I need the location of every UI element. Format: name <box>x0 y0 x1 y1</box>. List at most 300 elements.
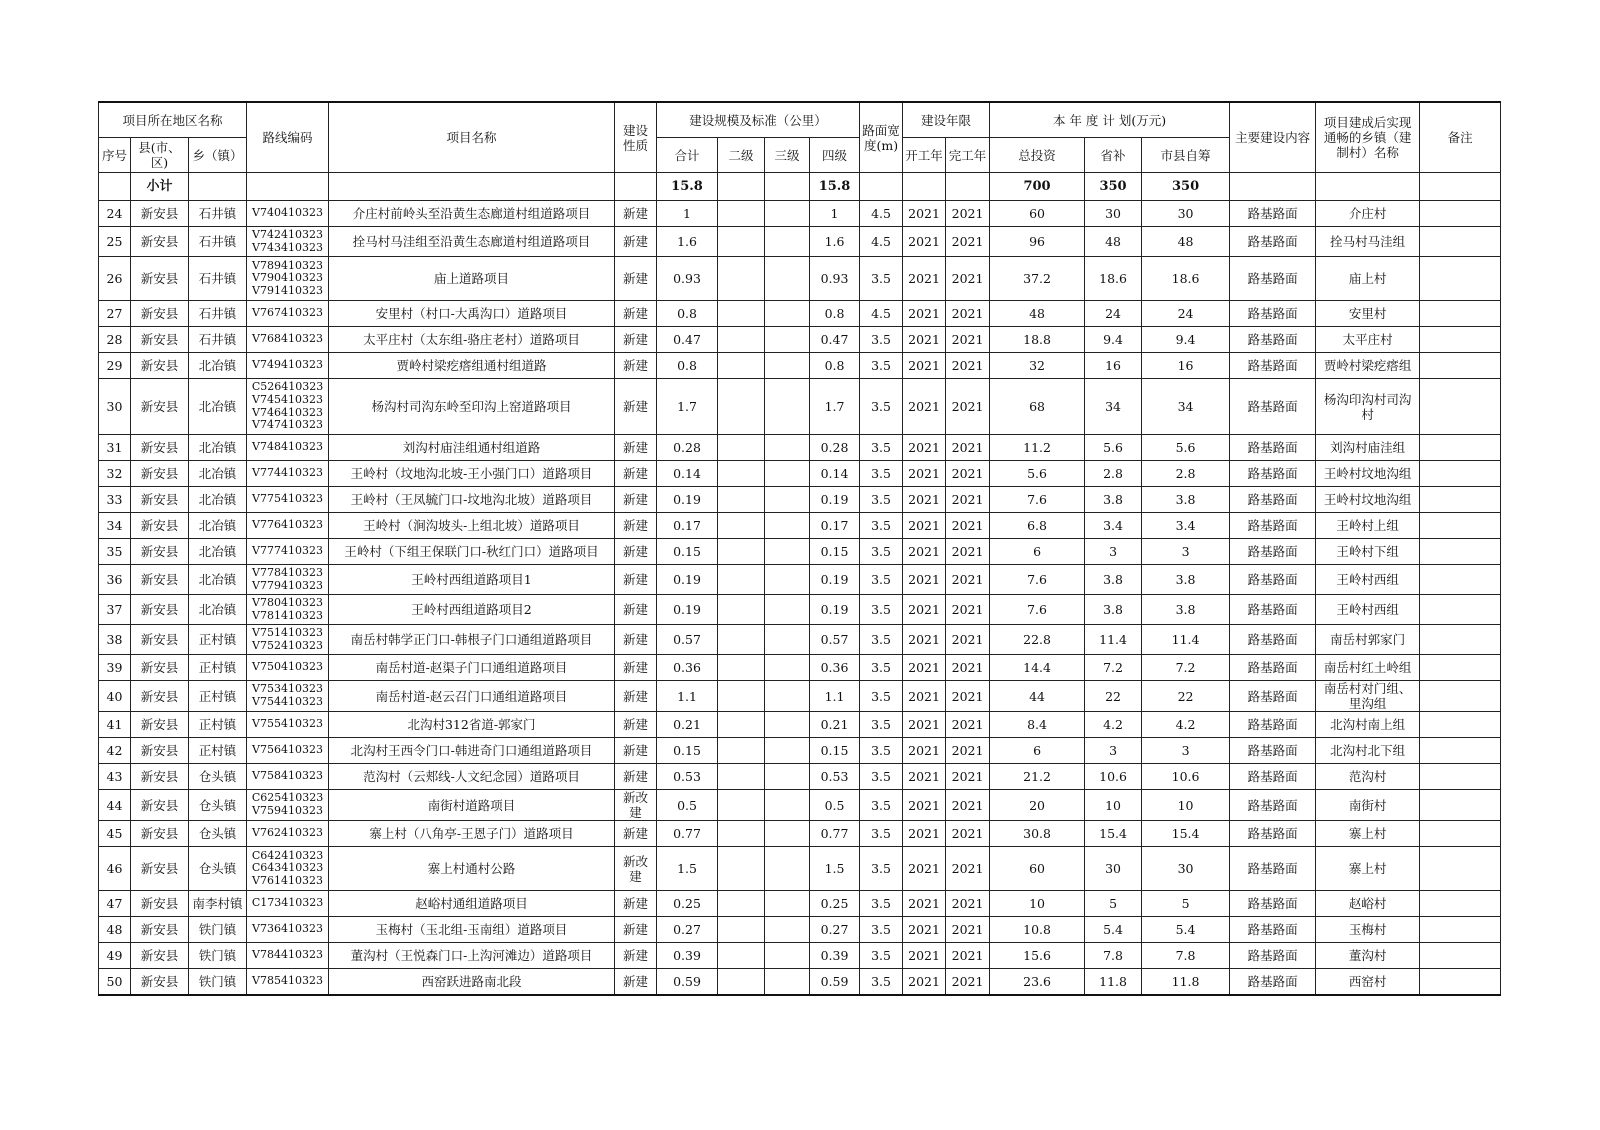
cell-start-year: 2021 <box>903 353 946 379</box>
cell-village: 王岭村上组 <box>1316 513 1420 539</box>
cell-remark <box>1420 790 1501 821</box>
cell-village: 西窑村 <box>1316 969 1420 995</box>
table-row <box>99 821 1501 847</box>
cell-level4: 0.21 <box>810 712 860 738</box>
header-total: 合计 <box>657 138 718 173</box>
cell-total: 0.15 <box>657 539 718 565</box>
cell-seq: 41 <box>99 712 131 738</box>
cell-local: 7.2 <box>1142 655 1230 681</box>
cell-remark <box>1420 201 1501 227</box>
subtotal-town <box>189 173 247 201</box>
cell-prov: 30 <box>1085 847 1142 891</box>
subtotal-level4: 15.8 <box>810 173 860 201</box>
cell-prov: 3 <box>1085 738 1142 764</box>
cell-invest: 21.2 <box>990 764 1085 790</box>
cell-level3 <box>765 917 810 943</box>
cell-level4: 0.8 <box>810 301 860 327</box>
cell-level3 <box>765 301 810 327</box>
cell-county: 新安县 <box>131 821 189 847</box>
header-county: 县(市、区) <box>131 138 189 173</box>
cell-prov: 3.8 <box>1085 565 1142 595</box>
cell-level3 <box>765 327 810 353</box>
cell-total: 0.59 <box>657 969 718 995</box>
cell-prov: 3.4 <box>1085 513 1142 539</box>
cell-content: 路基路面 <box>1230 595 1316 625</box>
cell-invest: 7.6 <box>990 565 1085 595</box>
cell-route-code: C526410323 V745410323 V746410323 V747410323 <box>247 379 329 435</box>
cell-total: 0.5 <box>657 790 718 821</box>
table-row <box>99 327 1501 353</box>
cell-end-year: 2021 <box>946 847 990 891</box>
cell-local: 24 <box>1142 301 1230 327</box>
cell-county: 新安县 <box>131 353 189 379</box>
cell-nature: 新建 <box>615 821 657 847</box>
cell-route-code: V768410323 <box>247 327 329 353</box>
cell-local: 48 <box>1142 227 1230 257</box>
cell-local: 15.4 <box>1142 821 1230 847</box>
cell-invest: 32 <box>990 353 1085 379</box>
cell-level3 <box>765 891 810 917</box>
cell-invest: 6.8 <box>990 513 1085 539</box>
cell-nature: 新建 <box>615 969 657 995</box>
table-row <box>99 227 1501 257</box>
cell-project-name: 王岭村西组道路项目2 <box>329 595 615 625</box>
cell-start-year: 2021 <box>903 655 946 681</box>
cell-county: 新安县 <box>131 227 189 257</box>
cell-remark <box>1420 821 1501 847</box>
cell-seq: 30 <box>99 379 131 435</box>
cell-prov: 7.2 <box>1085 655 1142 681</box>
cell-town: 北冶镇 <box>189 565 247 595</box>
cell-end-year: 2021 <box>946 565 990 595</box>
cell-route-code: C625410323 V759410323 <box>247 790 329 821</box>
cell-project-name: 北沟村312省道-郭家门 <box>329 712 615 738</box>
cell-nature: 新建 <box>615 353 657 379</box>
cell-total: 0.14 <box>657 461 718 487</box>
cell-nature: 新建 <box>615 301 657 327</box>
cell-content: 路基路面 <box>1230 461 1316 487</box>
cell-nature: 新建 <box>615 565 657 595</box>
cell-local: 3 <box>1142 539 1230 565</box>
cell-nature: 新建 <box>615 227 657 257</box>
cell-remark <box>1420 565 1501 595</box>
cell-county: 新安县 <box>131 539 189 565</box>
cell-total: 0.36 <box>657 655 718 681</box>
cell-project-name: 寨上村通村公路 <box>329 847 615 891</box>
cell-total: 0.15 <box>657 738 718 764</box>
cell-village: 范沟村 <box>1316 764 1420 790</box>
cell-village: 南岳村红土岭组 <box>1316 655 1420 681</box>
cell-end-year: 2021 <box>946 201 990 227</box>
cell-level3 <box>765 943 810 969</box>
cell-seq: 40 <box>99 681 131 712</box>
cell-remark <box>1420 487 1501 513</box>
cell-content: 路基路面 <box>1230 327 1316 353</box>
cell-prov: 5.4 <box>1085 917 1142 943</box>
cell-seq: 35 <box>99 539 131 565</box>
cell-remark <box>1420 353 1501 379</box>
cell-invest: 7.6 <box>990 595 1085 625</box>
cell-content: 路基路面 <box>1230 201 1316 227</box>
cell-local: 30 <box>1142 847 1230 891</box>
header-region: 项目所在地区名称 <box>99 102 247 138</box>
cell-local: 5 <box>1142 891 1230 917</box>
cell-project-name: 王岭村（王凤毓门口-坟地沟北坡）道路项目 <box>329 487 615 513</box>
cell-invest: 68 <box>990 379 1085 435</box>
table-row <box>99 435 1501 461</box>
cell-level3 <box>765 513 810 539</box>
cell-content: 路基路面 <box>1230 790 1316 821</box>
cell-nature: 新建 <box>615 625 657 655</box>
table-row <box>99 301 1501 327</box>
cell-invest: 11.2 <box>990 435 1085 461</box>
subtotal-village <box>1316 173 1420 201</box>
subtotal-start <box>903 173 946 201</box>
cell-nature: 新建 <box>615 201 657 227</box>
cell-content: 路基路面 <box>1230 487 1316 513</box>
cell-invest: 14.4 <box>990 655 1085 681</box>
cell-route-code: V758410323 <box>247 764 329 790</box>
cell-level2 <box>718 539 765 565</box>
cell-remark <box>1420 513 1501 539</box>
cell-end-year: 2021 <box>946 353 990 379</box>
cell-town: 北冶镇 <box>189 539 247 565</box>
cell-local: 3 <box>1142 738 1230 764</box>
cell-prov: 10 <box>1085 790 1142 821</box>
header-start-year: 开工年 <box>903 138 946 173</box>
cell-width: 4.5 <box>860 301 903 327</box>
cell-nature: 新建 <box>615 435 657 461</box>
cell-prov: 3.8 <box>1085 595 1142 625</box>
cell-end-year: 2021 <box>946 738 990 764</box>
cell-local: 4.2 <box>1142 712 1230 738</box>
cell-invest: 18.8 <box>990 327 1085 353</box>
cell-width: 3.5 <box>860 625 903 655</box>
subtotal-end <box>946 173 990 201</box>
cell-content: 路基路面 <box>1230 821 1316 847</box>
cell-prov: 48 <box>1085 227 1142 257</box>
cell-end-year: 2021 <box>946 327 990 353</box>
cell-end-year: 2021 <box>946 891 990 917</box>
cell-level2 <box>718 712 765 738</box>
cell-total: 0.93 <box>657 257 718 301</box>
cell-local: 7.8 <box>1142 943 1230 969</box>
cell-level2 <box>718 681 765 712</box>
subtotal-level3 <box>765 173 810 201</box>
table-row <box>99 257 1501 301</box>
cell-prov: 18.6 <box>1085 257 1142 301</box>
table-row <box>99 917 1501 943</box>
cell-start-year: 2021 <box>903 847 946 891</box>
cell-total: 1.1 <box>657 681 718 712</box>
cell-total: 0.19 <box>657 487 718 513</box>
cell-nature: 新改建 <box>615 790 657 821</box>
cell-county: 新安县 <box>131 712 189 738</box>
cell-level2 <box>718 790 765 821</box>
cell-route-code: V753410323 V754410323 <box>247 681 329 712</box>
cell-route-code: V749410323 <box>247 353 329 379</box>
cell-seq: 44 <box>99 790 131 821</box>
cell-project-name: 王岭村（坟地沟北坡-王小强门口）道路项目 <box>329 461 615 487</box>
cell-seq: 32 <box>99 461 131 487</box>
cell-remark <box>1420 301 1501 327</box>
cell-end-year: 2021 <box>946 301 990 327</box>
cell-village: 贾岭村梁疙瘩组 <box>1316 353 1420 379</box>
cell-start-year: 2021 <box>903 712 946 738</box>
cell-end-year: 2021 <box>946 595 990 625</box>
cell-remark <box>1420 227 1501 257</box>
cell-prov: 5 <box>1085 891 1142 917</box>
cell-level3 <box>765 847 810 891</box>
cell-nature: 新建 <box>615 327 657 353</box>
cell-start-year: 2021 <box>903 969 946 995</box>
cell-town: 石井镇 <box>189 301 247 327</box>
cell-seq: 31 <box>99 435 131 461</box>
cell-start-year: 2021 <box>903 681 946 712</box>
cell-route-code: V751410323 V752410323 <box>247 625 329 655</box>
cell-county: 新安县 <box>131 461 189 487</box>
cell-start-year: 2021 <box>903 487 946 513</box>
cell-level4: 0.15 <box>810 738 860 764</box>
cell-prov: 22 <box>1085 681 1142 712</box>
cell-village: 赵峪村 <box>1316 891 1420 917</box>
cell-town: 北冶镇 <box>189 461 247 487</box>
cell-remark <box>1420 595 1501 625</box>
cell-seq: 36 <box>99 565 131 595</box>
cell-county: 新安县 <box>131 435 189 461</box>
cell-invest: 23.6 <box>990 969 1085 995</box>
cell-width: 4.5 <box>860 201 903 227</box>
cell-width: 3.5 <box>860 513 903 539</box>
cell-start-year: 2021 <box>903 764 946 790</box>
cell-prov: 11.8 <box>1085 969 1142 995</box>
cell-local: 11.8 <box>1142 969 1230 995</box>
cell-end-year: 2021 <box>946 625 990 655</box>
table-row <box>99 681 1501 712</box>
cell-county: 新安县 <box>131 379 189 435</box>
cell-village: 寨上村 <box>1316 821 1420 847</box>
cell-village: 拴马村马洼组 <box>1316 227 1420 257</box>
cell-nature: 新建 <box>615 943 657 969</box>
cell-nature: 新建 <box>615 461 657 487</box>
table-row <box>99 595 1501 625</box>
cell-local: 34 <box>1142 379 1230 435</box>
cell-start-year: 2021 <box>903 301 946 327</box>
cell-total: 0.77 <box>657 821 718 847</box>
table-row <box>99 513 1501 539</box>
cell-content: 路基路面 <box>1230 891 1316 917</box>
cell-width: 4.5 <box>860 227 903 257</box>
cell-town: 北冶镇 <box>189 487 247 513</box>
cell-route-code: V748410323 <box>247 435 329 461</box>
cell-local: 10 <box>1142 790 1230 821</box>
cell-route-code: V789410323 V790410323 V791410323 <box>247 257 329 301</box>
cell-width: 3.5 <box>860 461 903 487</box>
cell-end-year: 2021 <box>946 227 990 257</box>
cell-level4: 0.19 <box>810 487 860 513</box>
cell-level2 <box>718 847 765 891</box>
cell-level2 <box>718 379 765 435</box>
cell-end-year: 2021 <box>946 487 990 513</box>
cell-content: 路基路面 <box>1230 969 1316 995</box>
cell-level4: 0.39 <box>810 943 860 969</box>
cell-content: 路基路面 <box>1230 712 1316 738</box>
cell-start-year: 2021 <box>903 539 946 565</box>
cell-level3 <box>765 655 810 681</box>
cell-level3 <box>765 681 810 712</box>
header-seq: 序号 <box>99 138 131 173</box>
cell-nature: 新建 <box>615 655 657 681</box>
cell-county: 新安县 <box>131 487 189 513</box>
cell-start-year: 2021 <box>903 461 946 487</box>
cell-route-code: V762410323 <box>247 821 329 847</box>
cell-village: 南岳村对门组、里沟组 <box>1316 681 1420 712</box>
cell-seq: 39 <box>99 655 131 681</box>
cell-level3 <box>765 595 810 625</box>
cell-level3 <box>765 353 810 379</box>
cell-prov: 16 <box>1085 353 1142 379</box>
table-row <box>99 891 1501 917</box>
subtotal-width <box>860 173 903 201</box>
cell-nature: 新建 <box>615 487 657 513</box>
cell-route-code: V750410323 <box>247 655 329 681</box>
cell-route-code: V755410323 <box>247 712 329 738</box>
header-level3: 三级 <box>765 138 810 173</box>
cell-route-code: V776410323 <box>247 513 329 539</box>
cell-nature: 新建 <box>615 681 657 712</box>
cell-nature: 新建 <box>615 539 657 565</box>
cell-project-name: 介庄村前岭头至沿黄生态廊道村组道路项目 <box>329 201 615 227</box>
subtotal-name <box>329 173 615 201</box>
cell-total: 0.39 <box>657 943 718 969</box>
cell-level4: 0.5 <box>810 790 860 821</box>
cell-remark <box>1420 539 1501 565</box>
cell-level2 <box>718 565 765 595</box>
cell-village: 玉梅村 <box>1316 917 1420 943</box>
table-row <box>99 847 1501 891</box>
cell-seq: 45 <box>99 821 131 847</box>
cell-nature: 新建 <box>615 891 657 917</box>
cell-remark <box>1420 681 1501 712</box>
cell-width: 3.5 <box>860 565 903 595</box>
cell-level2 <box>718 435 765 461</box>
cell-level3 <box>765 539 810 565</box>
cell-town: 北冶镇 <box>189 595 247 625</box>
cell-seq: 48 <box>99 917 131 943</box>
cell-seq: 28 <box>99 327 131 353</box>
cell-invest: 15.6 <box>990 943 1085 969</box>
subtotal-row <box>99 173 1501 201</box>
cell-seq: 27 <box>99 301 131 327</box>
cell-town: 铁门镇 <box>189 917 247 943</box>
cell-level2 <box>718 513 765 539</box>
cell-level2 <box>718 353 765 379</box>
cell-county: 新安县 <box>131 565 189 595</box>
subtotal-content <box>1230 173 1316 201</box>
cell-route-code: V785410323 <box>247 969 329 995</box>
cell-start-year: 2021 <box>903 435 946 461</box>
cell-total: 0.27 <box>657 917 718 943</box>
cell-content: 路基路面 <box>1230 257 1316 301</box>
cell-end-year: 2021 <box>946 379 990 435</box>
cell-invest: 22.8 <box>990 625 1085 655</box>
cell-invest: 5.6 <box>990 461 1085 487</box>
cell-content: 路基路面 <box>1230 917 1316 943</box>
cell-level3 <box>765 565 810 595</box>
cell-level2 <box>718 301 765 327</box>
header-scale: 建设规模及标准（公里） <box>657 102 860 138</box>
cell-invest: 20 <box>990 790 1085 821</box>
table-row <box>99 201 1501 227</box>
cell-local: 10.6 <box>1142 764 1230 790</box>
cell-level3 <box>765 738 810 764</box>
cell-width: 3.5 <box>860 353 903 379</box>
cell-end-year: 2021 <box>946 969 990 995</box>
cell-project-name: 董沟村（王悦森门口-上沟河滩边）道路项目 <box>329 943 615 969</box>
cell-width: 3.5 <box>860 681 903 712</box>
cell-level4: 0.27 <box>810 917 860 943</box>
cell-seq: 46 <box>99 847 131 891</box>
cell-nature: 新建 <box>615 257 657 301</box>
cell-start-year: 2021 <box>903 327 946 353</box>
cell-end-year: 2021 <box>946 764 990 790</box>
header-local: 市县自筹 <box>1142 138 1230 173</box>
cell-seq: 47 <box>99 891 131 917</box>
cell-remark <box>1420 655 1501 681</box>
subtotal-total: 15.8 <box>657 173 718 201</box>
cell-county: 新安县 <box>131 327 189 353</box>
cell-total: 0.53 <box>657 764 718 790</box>
cell-start-year: 2021 <box>903 379 946 435</box>
cell-level3 <box>765 257 810 301</box>
cell-start-year: 2021 <box>903 595 946 625</box>
cell-town: 石井镇 <box>189 327 247 353</box>
cell-town: 正村镇 <box>189 625 247 655</box>
cell-local: 3.8 <box>1142 595 1230 625</box>
subtotal-label: 小计 <box>131 173 189 201</box>
cell-remark <box>1420 891 1501 917</box>
cell-route-code: V784410323 <box>247 943 329 969</box>
cell-county: 新安县 <box>131 943 189 969</box>
subtotal-level2 <box>718 173 765 201</box>
cell-width: 3.5 <box>860 790 903 821</box>
cell-start-year: 2021 <box>903 201 946 227</box>
cell-level3 <box>765 435 810 461</box>
cell-local: 3.4 <box>1142 513 1230 539</box>
cell-level4: 1.6 <box>810 227 860 257</box>
cell-route-code: V756410323 <box>247 738 329 764</box>
cell-project-name: 赵峪村通组道路项目 <box>329 891 615 917</box>
cell-local: 2.8 <box>1142 461 1230 487</box>
cell-invest: 6 <box>990 539 1085 565</box>
cell-width: 3.5 <box>860 764 903 790</box>
cell-width: 3.5 <box>860 257 903 301</box>
cell-content: 路基路面 <box>1230 681 1316 712</box>
cell-end-year: 2021 <box>946 461 990 487</box>
cell-invest: 6 <box>990 738 1085 764</box>
cell-village: 北沟村北下组 <box>1316 738 1420 764</box>
cell-level2 <box>718 461 765 487</box>
cell-level4: 0.57 <box>810 625 860 655</box>
cell-nature: 新建 <box>615 712 657 738</box>
cell-level2 <box>718 655 765 681</box>
cell-town: 南李村镇 <box>189 891 247 917</box>
cell-invest: 60 <box>990 201 1085 227</box>
cell-local: 3.8 <box>1142 565 1230 595</box>
cell-project-name: 太平庄村（太东组-骆庄老村）道路项目 <box>329 327 615 353</box>
cell-route-code: V742410323 V743410323 <box>247 227 329 257</box>
cell-content: 路基路面 <box>1230 513 1316 539</box>
